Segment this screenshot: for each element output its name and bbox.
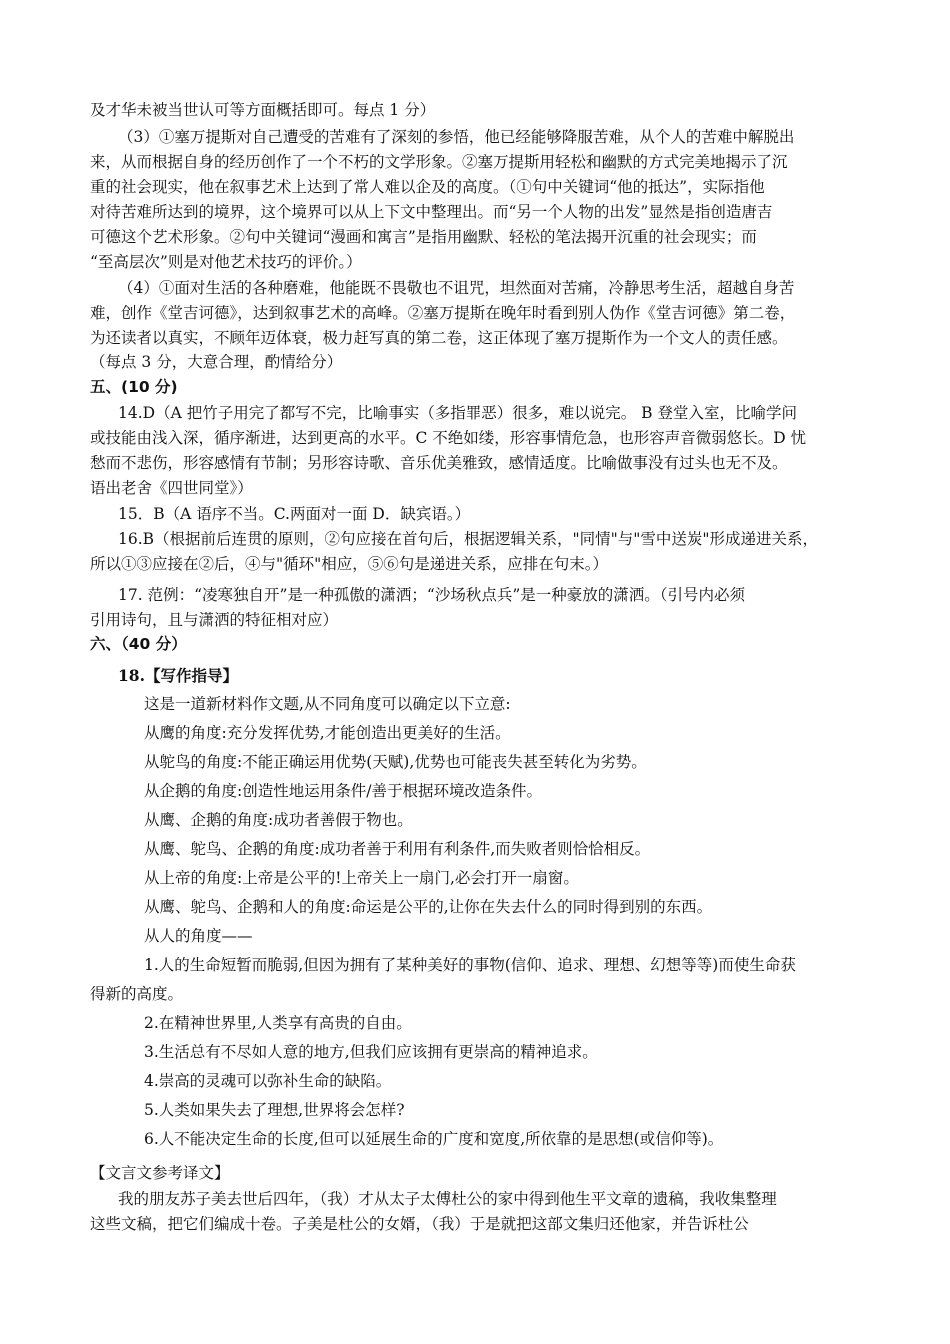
point-line: 6.人不能决定生命的长度,但可以延展生命的广度和宽度,所依靠的是思想(或信仰等)。 (144, 1130, 724, 1148)
answer-3-line: 对待苦难所达到的境界，这个境界可以从上下文中整理出。而“另一个人物的出发”显然是指创造唐吉 (90, 203, 773, 221)
point-line: 得新的高度。 (90, 985, 184, 1003)
point-line: 2.在精神世界里,人类享有高贵的自由。 (144, 1014, 412, 1032)
answer-3-line: 来，从而根据自身的经历创作了一个不朽的文学形象。②塞万提斯用轻松和幽默的方式完美地揭示了沉 (90, 153, 788, 171)
point-line: 1.人的生命短暂而脆弱,但因为拥有了某种美好的事物(信仰、追求、理想、幻想等等)而使生命获 (144, 956, 796, 974)
answer-4-line: （4）①面对生活的各种磨难，他能既不畏敬也不诅咒，坦然面对苦痛，冷静思考生活，超越自身苦 (118, 279, 795, 297)
point-line: 5.人类如果失去了理想,世界将会怎样? (144, 1101, 405, 1119)
answer-4-line: 难，创作《堂吉诃德》，达到叙事艺术的高峰。②塞万提斯在晚年时看到别人伪作《堂吉诃德》第二卷， (90, 304, 796, 322)
guide-line: 从上帝的角度:上帝是公平的!上帝关上一扇门,必会打开一扇窗。 (144, 869, 579, 887)
guide-line: 从鹰、企鹅的角度:成功者善假于物也。 (144, 811, 413, 829)
answer-15-line: 15．B（A 语序不当。C.两面对一面 D．缺宾语。） (118, 505, 471, 523)
guide-line: 从鹰、鸵鸟、企鹅的角度:成功者善于利用有利条件,而失败者则恰恰相反。 (144, 840, 651, 858)
answer-4-line: 为还读者以真实，不顾年迈体衰，极力赶写真的第二卷，这正体现了塞万提斯作为一个文人的责任感。 (90, 329, 788, 347)
writing-guide-title: 18.【写作指导】 (118, 666, 238, 685)
answer-3-line: （3）①塞万提斯对自己遭受的苦难有了深刻的参悟，他已经能够降服苦难，从个人的苦难中解脱出 (118, 128, 795, 146)
answer-3-line: 可德这个艺术形象。②句中关键词“漫画和寓言”是指用幽默、轻松的笔法揭开沉重的社会现实；而 (90, 228, 757, 246)
guide-line: 从鹰的角度:充分发挥优势,才能创造出更美好的生活。 (144, 724, 511, 742)
answer-14-line: 或技能由浅入深，循序渐进，达到更高的水平。C 不绝如缕，形容事情危急，也形容声音微弱悠长。D 忧 (90, 429, 807, 447)
answer-17-line: 17. 范例：“凌寒独自开”是一种孤傲的潇洒；“沙场秋点兵”是一种豪放的潇洒。（引号内必须 (118, 586, 746, 604)
point-line: 3.生活总有不尽如人意的地方,但我们应该拥有更崇高的精神追求。 (144, 1043, 598, 1061)
translation-line: 我的朋友苏子美去世后四年，（我）才从太子太傅杜公的家中得到他生平文章的遗稿，我收集整理 (118, 1190, 777, 1208)
guide-line: 从企鹅的角度:创造性地运用条件/善于根据环境改造条件。 (144, 782, 542, 800)
guide-line: 从鸵鸟的角度:不能正确运用优势(天赋),优势也可能丧失甚至转化为劣势。 (144, 753, 647, 771)
answer-3-line: “至高层次”则是对他艺术技巧的评价。） (90, 253, 362, 271)
answer-17-line: 引用诗句，且与潇洒的特征相对应） (90, 611, 339, 629)
answer-16-line: 16.B（根据前后连贯的原则，②句应接在首句后，根据逻辑关系，"同情"与"雪中送炭"形成递进关系， (118, 530, 819, 548)
answer-14-line: 14.D（A 把竹子用完了都写不完，比喻事实（多指罪恶）很多，难以说完。 B 登堂入室，比喻学问 (118, 404, 797, 422)
translation-title: 【文言文参考译文】 (90, 1164, 230, 1182)
guide-line: 从人的角度—— (144, 927, 253, 945)
section-5-heading: 五、(10 分) (90, 378, 178, 396)
answer-14-line: 愁而不悲伤，形容感情有节制；另形容诗歌、音乐优美雅致，感情适度。比喻做事没有过头也无不及。 (90, 454, 788, 472)
answer-3-line: 重的社会现实，他在叙事艺术上达到了常人难以企及的高度。（①句中关键词“他的抵达”，实际指他 (90, 178, 765, 196)
translation-line: 这些文稿，把它们编成十卷。子美是杜公的女婿，（我）于是就把这部文集归还他家，并告诉杜公 (90, 1215, 749, 1233)
answer-text-line: 及才华未被当世认可等方面概括即可。每点 1 分） (90, 101, 436, 119)
guide-line: 从鹰、鸵鸟、企鹅和人的角度:命运是公平的,让你在失去什么的同时得到别的东西。 (144, 898, 713, 916)
answer-4-line: （每点 3 分，大意合理，酌情给分） (90, 353, 343, 371)
section-6-heading: 六、（40 分） (90, 635, 187, 653)
answer-16-line: 所以①③应接在②后，④与"循环"相应，⑤⑥句是递进关系，应排在句末。） (90, 555, 609, 573)
answer-14-line: 语出老舍《四世同堂》） (90, 479, 253, 497)
point-line: 4.崇高的灵魂可以弥补生命的缺陷。 (144, 1072, 392, 1090)
guide-line: 这是一道新材料作文题,从不同角度可以确定以下立意: (144, 695, 511, 713)
